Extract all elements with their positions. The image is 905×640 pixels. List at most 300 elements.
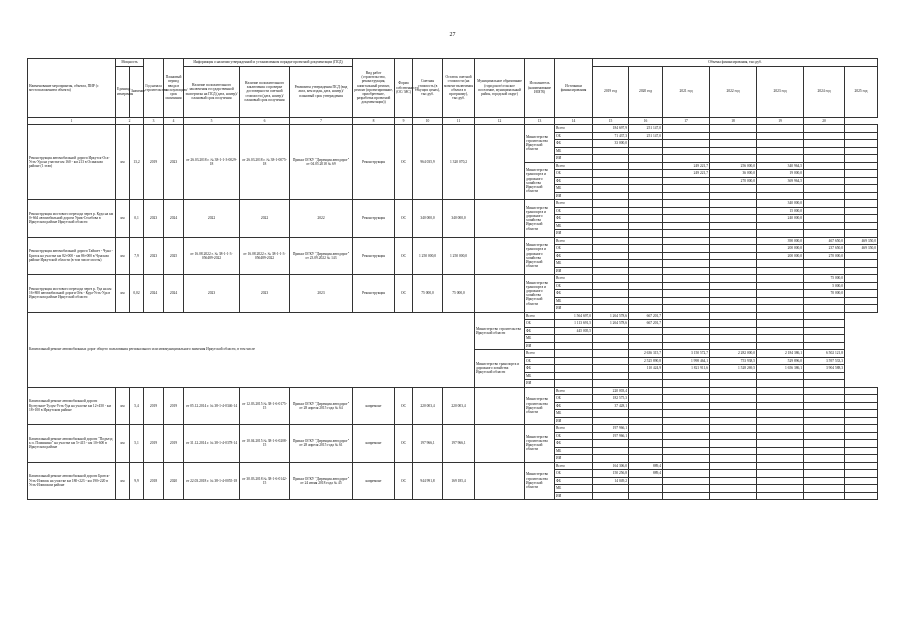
funding-cell bbox=[629, 425, 663, 433]
hdr-value: Значение bbox=[130, 66, 144, 117]
object-work: Реконструкция bbox=[353, 125, 395, 200]
source-label: ОБ bbox=[525, 357, 555, 365]
funding-cell bbox=[845, 207, 878, 215]
column-number-row bbox=[28, 117, 878, 125]
funding-cell bbox=[804, 207, 845, 215]
colnum: 17 bbox=[663, 117, 710, 125]
funding-cell bbox=[804, 305, 845, 313]
funding-cell: 667 201,7 bbox=[629, 312, 663, 320]
funding-cell bbox=[804, 447, 845, 455]
object-name: Капитальный ремонт автомобильной дороги Култучное-Тулун-Усть-Уда на участке км 12+450 - км 18+100 в Иркутском районе bbox=[28, 387, 116, 425]
funding-cell bbox=[555, 335, 593, 343]
funding-cell bbox=[663, 215, 710, 223]
funding-cell bbox=[663, 185, 710, 193]
funding-cell bbox=[804, 432, 845, 440]
funding-cell bbox=[845, 260, 878, 268]
funding-cell: 1 564 697,0 bbox=[555, 312, 593, 320]
funding-cell bbox=[845, 132, 878, 140]
funding-cell bbox=[845, 387, 878, 395]
funding-cell: 256 000,0 bbox=[710, 162, 757, 170]
funding-cell bbox=[757, 147, 804, 155]
funding-cell bbox=[757, 290, 804, 298]
funding-cell bbox=[663, 155, 710, 163]
funding-cell bbox=[663, 320, 710, 328]
colnum: 11 bbox=[443, 117, 475, 125]
funding-cell bbox=[663, 290, 710, 298]
object-expertise: 2022 bbox=[184, 200, 240, 238]
funding-cell bbox=[629, 380, 663, 388]
object-reliability: 2023 bbox=[240, 275, 290, 313]
source-label: ФБ bbox=[555, 402, 593, 410]
funding-cell bbox=[663, 432, 710, 440]
object-work: Реконструкция bbox=[353, 200, 395, 238]
source-label: МБ bbox=[525, 335, 555, 343]
object-estimate: 197 966,1 bbox=[413, 425, 443, 463]
source-label: ФБ bbox=[555, 477, 593, 485]
funding-cell bbox=[757, 327, 804, 335]
funding-cell bbox=[710, 155, 757, 163]
funding-cell: 889,4 bbox=[629, 470, 663, 478]
object-reliability: от 16.08.2022 г. № 38-1-1-3-056489-2022 bbox=[240, 237, 290, 275]
funding-cell bbox=[663, 177, 710, 185]
funding-cell bbox=[804, 477, 845, 485]
funding-cell bbox=[663, 335, 710, 343]
funding-cell bbox=[593, 297, 629, 305]
funding-cell bbox=[845, 252, 878, 260]
funding-cell bbox=[629, 170, 663, 178]
hdr-approval: Реквизиты утверждения ПСД (вид акта, кем издан, дата, номер)/ плановый срок утверждения bbox=[290, 66, 353, 117]
object-work: капремонт bbox=[353, 387, 395, 425]
object-own: ОС bbox=[395, 237, 413, 275]
funding-cell bbox=[710, 372, 757, 380]
colnum: 6 bbox=[240, 117, 290, 125]
funding-cell bbox=[629, 305, 663, 313]
funding-cell bbox=[757, 297, 804, 305]
funding-cell bbox=[845, 440, 878, 448]
funding-cell bbox=[629, 432, 663, 440]
object-unit: км bbox=[116, 462, 130, 500]
funding-cell bbox=[804, 470, 845, 478]
source-label: Всего bbox=[555, 425, 593, 433]
funding-cell bbox=[757, 470, 804, 478]
object-value: 9,9 bbox=[130, 462, 144, 500]
funding-cell bbox=[593, 410, 629, 418]
source-label: МБ bbox=[555, 147, 593, 155]
funding-cell bbox=[593, 342, 629, 350]
funding-cell bbox=[629, 290, 663, 298]
object-start: 2018 bbox=[144, 462, 164, 500]
funding-cell: 2 184 386,1 bbox=[757, 350, 804, 358]
object-value: 7,9 bbox=[130, 237, 144, 275]
funding-cell bbox=[845, 410, 878, 418]
funding-cell bbox=[804, 222, 845, 230]
funding-cell bbox=[593, 447, 629, 455]
funding-cell: 182 575,3 bbox=[593, 395, 629, 403]
executor-cell: Министерство строительства Иркутской области bbox=[525, 387, 555, 425]
executor-cell: Министерство транспорта и дорожного хозяйства Иркутской области bbox=[525, 237, 555, 275]
funding-cell: 110 424,9 bbox=[629, 365, 663, 373]
object-name: Капитальный ремонт автомобильной дороги Братск-Усть-Илимск на участке км 180+223 - км 190+220 в Усть-Илимском районе bbox=[28, 462, 116, 500]
object-start: 2023 bbox=[144, 200, 164, 238]
funding-cell bbox=[804, 320, 845, 328]
funding-cell bbox=[804, 132, 845, 140]
funding-cell bbox=[757, 275, 804, 283]
funding-cell: 1 656 386,1 bbox=[757, 365, 804, 373]
funding-cell bbox=[757, 140, 804, 148]
object-end: 2024 bbox=[164, 275, 184, 313]
funding-cell bbox=[845, 267, 878, 275]
funding-cell: 19 000,0 bbox=[757, 170, 804, 178]
source-label: ОБ bbox=[555, 470, 593, 478]
table-row bbox=[28, 200, 878, 208]
source-label: ФБ bbox=[555, 252, 593, 260]
funding-cell bbox=[629, 447, 663, 455]
source-label: Всего bbox=[555, 237, 593, 245]
object-end: 2019 bbox=[164, 425, 184, 463]
object-remaining: 340 000,0 bbox=[443, 200, 475, 238]
object-remaining: 169 185,4 bbox=[443, 462, 475, 500]
funding-cell bbox=[710, 260, 757, 268]
funding-cell: 197 966,1 bbox=[593, 432, 629, 440]
funding-cell bbox=[710, 267, 757, 275]
hdr-sources: Источники финансирования bbox=[555, 59, 593, 118]
funding-cell bbox=[663, 477, 710, 485]
colnum: 10 bbox=[413, 117, 443, 125]
funding-cell bbox=[804, 462, 845, 470]
funding-cell bbox=[804, 380, 845, 388]
funding-cell bbox=[710, 425, 757, 433]
table-row bbox=[28, 462, 878, 470]
funding-cell bbox=[710, 215, 757, 223]
funding-cell: 2 282 000,0 bbox=[710, 350, 757, 358]
source-label: ИИ bbox=[555, 455, 593, 463]
funding-cell bbox=[593, 440, 629, 448]
funding-cell bbox=[845, 147, 878, 155]
funding-cell bbox=[710, 440, 757, 448]
funding-cell bbox=[845, 170, 878, 178]
funding-cell bbox=[629, 387, 663, 395]
funding-cell bbox=[710, 477, 757, 485]
executor-cell: Министерство транспорта и дорожного хозяйства Иркутской области bbox=[525, 200, 555, 238]
executor-cell: Министерство строительства Иркутской области bbox=[525, 462, 555, 500]
object-own: ОС bbox=[395, 275, 413, 313]
funding-cell bbox=[593, 417, 629, 425]
hdr-capacity: Мощность bbox=[116, 59, 144, 67]
source-label: ФБ bbox=[555, 440, 593, 448]
hdr-year-2023: 2023 год bbox=[757, 66, 804, 117]
funding-cell bbox=[845, 200, 878, 208]
funding-cell: 6 502 121,8 bbox=[804, 350, 845, 358]
funding-cell bbox=[593, 380, 629, 388]
funding-cell bbox=[757, 387, 804, 395]
funding-cell bbox=[845, 162, 878, 170]
object-name: Реконструкция мостового перехода через р. Уда на км 16+800 автомобильной дороги Оёк - Куда-Усть-Уда в Иркутском районе Иркутской области bbox=[28, 275, 116, 313]
funding-cell bbox=[845, 155, 878, 163]
funding-cell bbox=[663, 237, 710, 245]
funding-cell bbox=[593, 350, 629, 358]
object-value: 5,1 bbox=[130, 425, 144, 463]
funding-cell bbox=[757, 260, 804, 268]
funding-cell bbox=[845, 470, 878, 478]
funding-cell bbox=[663, 207, 710, 215]
funding-cell bbox=[710, 410, 757, 418]
colnum: 19 bbox=[757, 117, 804, 125]
funding-cell bbox=[593, 327, 629, 335]
object-municipality bbox=[475, 425, 525, 463]
funding-cell bbox=[757, 372, 804, 380]
funding-cell bbox=[845, 477, 878, 485]
object-approval: Приказ ОГКУ "Дирекция автодорог" от 28 апреля 2015 года № 64 bbox=[290, 387, 353, 425]
source-label: ИИ bbox=[555, 192, 593, 200]
funding-cell bbox=[845, 275, 878, 283]
source-label: ИИ bbox=[525, 342, 555, 350]
funding-cell: 200 000,0 bbox=[757, 252, 804, 260]
funding-cell bbox=[663, 395, 710, 403]
funding-cell bbox=[845, 140, 878, 148]
funding-cell bbox=[593, 357, 629, 365]
funding-cell bbox=[710, 207, 757, 215]
funding-cell bbox=[804, 485, 845, 493]
funding-cell bbox=[663, 410, 710, 418]
source-label: ОБ bbox=[555, 432, 593, 440]
funding-cell bbox=[593, 252, 629, 260]
funding-cell: 197 966,1 bbox=[593, 425, 629, 433]
funding-cell: 249 221,7 bbox=[663, 162, 710, 170]
funding-cell bbox=[663, 440, 710, 448]
funding-cell bbox=[845, 125, 878, 133]
hdr-name: Наименование мероприятия, объекта, ПИР (с местоположением объекта) bbox=[28, 59, 116, 118]
hdr-ownership: Форма собственности (ОС/ МС) bbox=[395, 59, 413, 118]
funding-cell bbox=[663, 192, 710, 200]
funding-cell bbox=[757, 395, 804, 403]
funding-cell bbox=[804, 410, 845, 418]
funding-cell bbox=[663, 245, 710, 253]
funding-cell bbox=[663, 455, 710, 463]
source-label: ИИ bbox=[555, 230, 593, 238]
funding-cell bbox=[629, 215, 663, 223]
funding-cell bbox=[804, 125, 845, 133]
funding-cell: 220 003,4 bbox=[593, 387, 629, 395]
funding-cell: 251 147,0 bbox=[629, 132, 663, 140]
object-reliability: от 10.04.2015 № 38-1-6-0208-15 bbox=[240, 425, 290, 463]
source-label: МБ bbox=[555, 297, 593, 305]
funding-cell bbox=[804, 177, 845, 185]
executor-cell: Министерство транспорта и дорожного хозяйства Иркутской области bbox=[475, 350, 525, 388]
funding-cell bbox=[663, 342, 710, 350]
funding-cell bbox=[710, 132, 757, 140]
funding-cell bbox=[845, 185, 878, 193]
object-end: 2025 bbox=[164, 237, 184, 275]
object-unit: км bbox=[116, 275, 130, 313]
funding-cell bbox=[593, 177, 629, 185]
object-end: 2024 bbox=[164, 200, 184, 238]
object-value: 0,02 bbox=[130, 275, 144, 313]
hdr-funding: Объемы финансирования, тыс.руб. bbox=[593, 59, 878, 67]
object-expertise: от 16.08.2022 г. № 38-1-1-3-056489-2022 bbox=[184, 237, 240, 275]
funding-cell: 340 000,0 bbox=[757, 200, 804, 208]
funding-cell bbox=[804, 455, 845, 463]
hdr-work-type: Вид работ (строительство, реконструкция, капитальный ремонт, ремонт (проектирование, приобретение, разработка проектной документации)) bbox=[353, 59, 395, 118]
funding-cell bbox=[663, 447, 710, 455]
funding-cell bbox=[710, 275, 757, 283]
funding-cell bbox=[710, 245, 757, 253]
funding-cell: 369 964,5 bbox=[757, 177, 804, 185]
table-row bbox=[28, 125, 878, 133]
hdr-year-2019: 2019 год bbox=[593, 66, 629, 117]
funding-cell bbox=[710, 237, 757, 245]
funding-cell bbox=[629, 477, 663, 485]
object-work: капремонт bbox=[353, 425, 395, 463]
funding-cell bbox=[593, 485, 629, 493]
funding-cell bbox=[629, 177, 663, 185]
source-label: МБ bbox=[555, 447, 593, 455]
object-expertise: от 05.12.2014 г. № 38-1-4-0346-14 bbox=[184, 387, 240, 425]
funding-cell bbox=[593, 365, 629, 373]
funding-cell bbox=[757, 425, 804, 433]
funding-cell: 667 201,7 bbox=[629, 320, 663, 328]
funding-cell: 3 904 588,3 bbox=[804, 365, 845, 373]
source-label: ФБ bbox=[555, 290, 593, 298]
funding-cell bbox=[629, 267, 663, 275]
funding-cell bbox=[757, 485, 804, 493]
colnum: 3 bbox=[144, 117, 164, 125]
funding-cell bbox=[710, 312, 757, 320]
funding-cell: 270 000,0 bbox=[710, 177, 757, 185]
funding-cell: 1 998 464,1 bbox=[663, 357, 710, 365]
colnum: 1 bbox=[28, 117, 116, 125]
hdr-expertise: Наличие положительного заключения государственной экспертизы на ПСД (дата, номер)/ плановый срок получения bbox=[184, 66, 240, 117]
source-label: ИИ bbox=[555, 305, 593, 313]
funding-cell bbox=[710, 485, 757, 493]
funding-cell bbox=[593, 170, 629, 178]
colnum: 2 bbox=[116, 117, 144, 125]
funding-cell bbox=[804, 395, 845, 403]
funding-cell bbox=[629, 395, 663, 403]
funding-cell bbox=[555, 357, 593, 365]
object-approval: Приказ ОГКУ "Дирекция автодорог" от 23.09.2022 № 143 bbox=[290, 237, 353, 275]
funding-cell bbox=[845, 485, 878, 493]
source-label: Всего bbox=[525, 312, 555, 320]
funding-cell bbox=[710, 387, 757, 395]
funding-cell bbox=[663, 417, 710, 425]
funding-cell bbox=[710, 305, 757, 313]
object-value: 0,1 bbox=[130, 200, 144, 238]
funding-cell bbox=[593, 267, 629, 275]
funding-cell bbox=[663, 297, 710, 305]
funding-cell bbox=[804, 425, 845, 433]
funding-cell bbox=[757, 267, 804, 275]
funding-cell bbox=[593, 200, 629, 208]
funding-cell bbox=[663, 312, 710, 320]
funding-cell bbox=[663, 267, 710, 275]
hdr-estimate: Сметная стоимость (в текущих ценах), тыс.руб. bbox=[413, 59, 443, 118]
funding-cell bbox=[804, 185, 845, 193]
source-label: ФБ bbox=[525, 365, 555, 373]
funding-cell bbox=[757, 125, 804, 133]
object-value: 13,2 bbox=[130, 125, 144, 200]
funding-cell bbox=[593, 305, 629, 313]
funding-cell bbox=[629, 402, 663, 410]
object-approval: Приказ ОГКУ "Дирекция автодорог" от 28 апреля 2015 года № 61 bbox=[290, 425, 353, 463]
funding-cell bbox=[663, 470, 710, 478]
source-label: ФБ bbox=[555, 215, 593, 223]
source-label: МБ bbox=[555, 485, 593, 493]
funding-cell bbox=[804, 387, 845, 395]
funding-cell bbox=[845, 297, 878, 305]
funding-cell bbox=[710, 125, 757, 133]
funding-cell: 1 821 911,6 bbox=[663, 365, 710, 373]
funding-cell bbox=[710, 327, 757, 335]
source-label: ОБ bbox=[555, 207, 593, 215]
source-label: ИИ bbox=[555, 492, 593, 500]
funding-cell bbox=[710, 252, 757, 260]
funding-cell bbox=[710, 222, 757, 230]
funding-cell bbox=[757, 402, 804, 410]
funding-cell bbox=[757, 492, 804, 500]
funding-cell bbox=[663, 485, 710, 493]
funding-cell bbox=[804, 297, 845, 305]
object-approval: 2023 bbox=[290, 275, 353, 313]
source-label: МБ bbox=[555, 410, 593, 418]
funding-cell bbox=[593, 185, 629, 193]
object-unit: км bbox=[116, 237, 130, 275]
funding-cell bbox=[629, 335, 663, 343]
funding-cell bbox=[629, 140, 663, 148]
object-reliability: от 12.03.2015 № 38-1-6-0175-15 bbox=[240, 387, 290, 425]
funding-cell bbox=[845, 282, 878, 290]
funding-cell bbox=[629, 492, 663, 500]
object-municipality bbox=[475, 237, 525, 275]
funding-cell bbox=[593, 290, 629, 298]
object-own: ОС bbox=[395, 387, 413, 425]
source-label: Всего bbox=[555, 200, 593, 208]
funding-cell: 390 000,0 bbox=[757, 237, 804, 245]
funding-cell bbox=[629, 147, 663, 155]
funding-cell bbox=[593, 260, 629, 268]
program-table bbox=[27, 58, 878, 500]
object-estimate: 220 003,4 bbox=[413, 387, 443, 425]
object-municipality bbox=[475, 275, 525, 313]
funding-cell bbox=[757, 380, 804, 388]
funding-cell bbox=[593, 215, 629, 223]
funding-cell bbox=[804, 342, 845, 350]
colnum: 13 bbox=[525, 117, 555, 125]
funding-cell bbox=[663, 327, 710, 335]
executor-cell: Министерство транспорта и дорожного хозяйства Иркутской области bbox=[525, 275, 555, 313]
funding-cell bbox=[804, 170, 845, 178]
funding-cell bbox=[629, 237, 663, 245]
object-start: 2019 bbox=[144, 125, 164, 200]
funding-cell bbox=[593, 492, 629, 500]
colnum: 16 bbox=[629, 117, 663, 125]
funding-cell bbox=[845, 425, 878, 433]
funding-cell bbox=[629, 342, 663, 350]
funding-cell: 150 256,8 bbox=[593, 470, 629, 478]
funding-cell bbox=[804, 417, 845, 425]
funding-cell: 251 147,0 bbox=[629, 125, 663, 133]
object-expertise: от 26.03.2018 г. № 38-1-1-3-0029-18 bbox=[184, 125, 240, 200]
funding-cell bbox=[593, 230, 629, 238]
object-remaining: 1 250 000,0 bbox=[443, 237, 475, 275]
funding-cell bbox=[629, 222, 663, 230]
funding-cell bbox=[663, 492, 710, 500]
funding-cell bbox=[757, 432, 804, 440]
funding-cell bbox=[804, 327, 845, 335]
funding-cell bbox=[629, 260, 663, 268]
funding-cell bbox=[757, 192, 804, 200]
executor-cell: Министерство строительства Иркутской области bbox=[475, 312, 525, 350]
funding-cell: 37 428,1 bbox=[593, 402, 629, 410]
